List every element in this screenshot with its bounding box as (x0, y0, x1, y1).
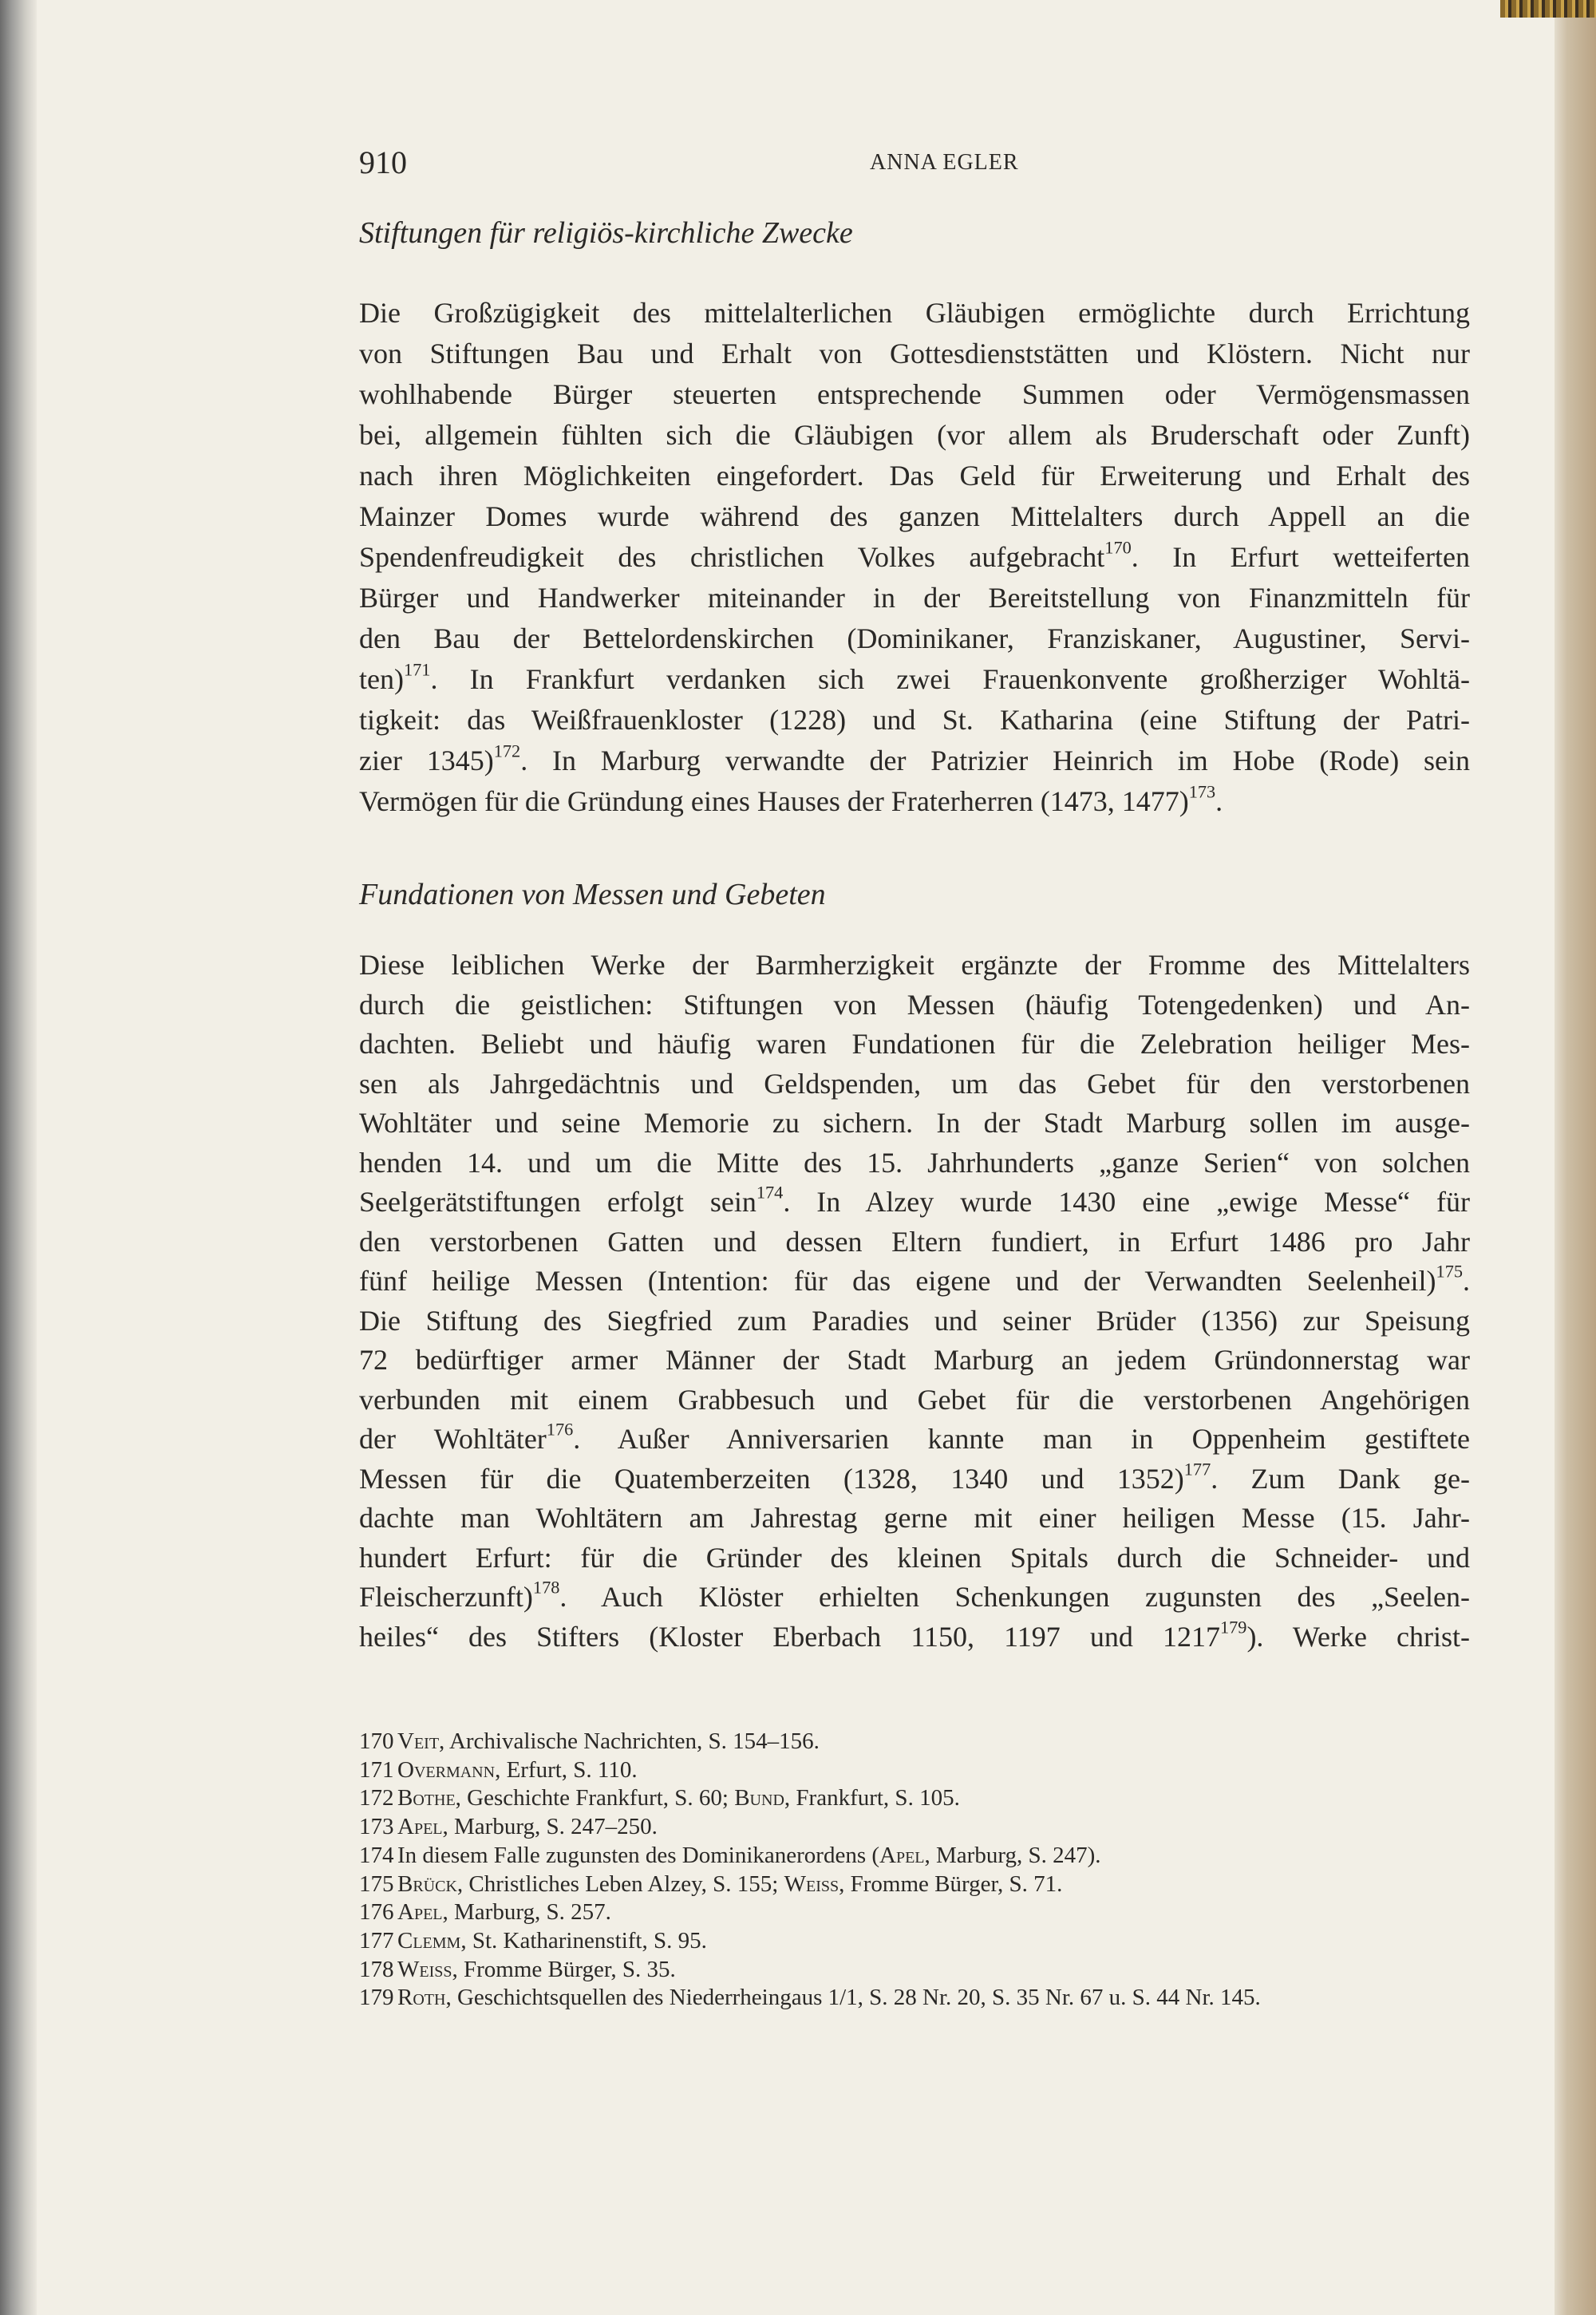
paragraph (359, 946, 1470, 1657)
footnote-reference: 173 (1188, 781, 1216, 802)
text-run: zier 1345) (359, 745, 494, 776)
text-line (359, 1183, 1470, 1223)
footnote-number: 171 (359, 1756, 394, 1783)
text-run: , Marburg, S. 257. (442, 1899, 611, 1926)
footnotes (359, 1728, 1492, 2013)
text-line (359, 1223, 1470, 1262)
section-heading: Fundationen von Messen und Gebeten (359, 878, 826, 911)
text-line (359, 496, 1470, 537)
text-run: Die Großzügigkeit des mittelalterlichen Gläubigen ermöglichte durch Errichtung (359, 297, 1470, 329)
text-run: . In Marburg verwandte der Patrizier Heinrich im Hobe (Rode) sein (520, 745, 1470, 776)
text-run: , Christliches Leben Alzey, S. 155; (456, 1871, 784, 1897)
text-run: Spendenfreudigkeit des christlichen Volkes aufgebracht (359, 541, 1105, 573)
text-line (359, 1618, 1470, 1657)
text-run: . In Alzey wurde 1430 eine „ewige Messe“ für (783, 1186, 1470, 1218)
author-name: Brück (397, 1871, 457, 1897)
text-run: Vermögen für die Gründung eines Hauses der Fraterherren (1473, 1477) (359, 785, 1189, 817)
text-run: Wohltäter und seine Memorie zu sichern. In der Stadt Marburg sollen im ausge- (359, 1107, 1470, 1139)
text-line (359, 1025, 1470, 1065)
running-header-author: ANNA EGLER (870, 150, 1019, 175)
text-run: hundert Erfurt: für die Gründer des kleinen Spitals durch die Schneider- und (359, 1541, 1470, 1574)
footnote (359, 1842, 1492, 1871)
text-run: den Bau der Bettelordenskirchen (Dominikaner, Franziskaner, Augustiner, Servi- (359, 622, 1470, 654)
footnote-reference: 179 (1219, 1616, 1247, 1637)
author-name: Weiss (397, 1956, 452, 1982)
text-run: dachten. Beliebt und häufig waren Fundationen für die Zelebration heiliger Mes- (359, 1028, 1470, 1060)
text-line (359, 1539, 1470, 1578)
text-line (359, 578, 1470, 618)
footnote-number: 178 (359, 1956, 394, 1982)
text-line (359, 293, 1470, 334)
author-name: Apel (879, 1842, 925, 1868)
text-run: , Geschichte Frankfurt, S. 60; (455, 1785, 735, 1811)
footnote-number: 175 (359, 1871, 394, 1897)
text-line (359, 456, 1470, 496)
footnote (359, 1784, 1492, 1813)
text-line (359, 1065, 1470, 1104)
text-line (359, 334, 1470, 374)
text-run: . In Erfurt wetteiferten (1131, 541, 1471, 573)
footnote-number: 177 (359, 1927, 394, 1954)
text-line (359, 374, 1470, 415)
footnote-reference: 172 (493, 741, 521, 761)
text-run: Seelgerätstiftungen erfolgt sein (359, 1186, 757, 1218)
author-name: Overmann (397, 1756, 496, 1783)
text-run: . Zum Dank ge- (1211, 1462, 1470, 1495)
text-line (359, 986, 1470, 1025)
footnote (359, 1728, 1492, 1756)
text-run: henden 14. und um die Mitte des 15. Jahrhunderts „ganze Serien“ von solchen (359, 1146, 1470, 1179)
book-binding-shadow (0, 0, 37, 2315)
text-run: Diese leiblichen Werke der Barmherzigkeit ergänzte der Fromme des Mittelalters (359, 949, 1470, 981)
footnote (359, 1871, 1492, 1899)
text-run: , Geschichtsquellen des Niederrheingaus 1/1, S. 28 Nr. 20, S. 35 Nr. 67 u. S. 44 Nr. 145. (445, 1985, 1261, 2011)
text-run: , Fromme Bürger, S. 35. (452, 1956, 676, 1982)
author-name: Veit (397, 1728, 440, 1754)
text-line (359, 700, 1470, 741)
text-line (359, 1578, 1470, 1618)
text-run: Die Stiftung des Siegfried zum Paradies und seiner Brüder (1356) zur Speisung (359, 1304, 1470, 1337)
text-run: , Fromme Bürger, S. 71. (839, 1871, 1063, 1897)
text-run: der Wohltäter (359, 1423, 547, 1455)
text-line (359, 1460, 1470, 1499)
text-line (359, 1144, 1470, 1183)
text-run: In diesem Falle zugunsten des Dominikanerordens ( (397, 1842, 880, 1868)
text-run: bei, allgemein fühlten sich die Gläubigen (vor allem als Bruderschaft oder Zunft) (359, 419, 1470, 451)
text-line (359, 1381, 1470, 1420)
text-run: 72 bedürftiger armer Männer der Stadt Marburg an jedem Gründonnerstag war (359, 1344, 1470, 1376)
text-run: ). Werke christ- (1246, 1620, 1470, 1653)
running-header (359, 144, 1472, 184)
paragraph (359, 293, 1470, 822)
footnote (359, 1956, 1492, 1985)
text-line (359, 1420, 1470, 1460)
text-line (359, 415, 1470, 456)
footnote (359, 1898, 1492, 1927)
author-name: Apel (397, 1814, 443, 1840)
text-line (359, 537, 1470, 578)
text-line (359, 1262, 1470, 1302)
text-run: , St. Katharinenstift, S. 95. (460, 1927, 707, 1954)
footnote (359, 1756, 1492, 1785)
text-run: , Archivalische Nachrichten, S. 154–156. (439, 1728, 820, 1754)
text-run: Messen für die Quatemberzeiten (1328, 1340 und 1352) (359, 1462, 1184, 1495)
color-calibration-strip (1500, 0, 1596, 18)
footnote-number: 176 (359, 1899, 394, 1926)
text-run: dachte man Wohltätern am Jahrestag gerne mit einer heiligen Messe (15. Jahr- (359, 1502, 1470, 1534)
footnote (359, 1927, 1492, 1956)
footnote-reference: 175 (1436, 1261, 1463, 1282)
footnote-number: 172 (359, 1785, 394, 1811)
footnote-number: 173 (359, 1814, 394, 1840)
text-run: Fleischerzunft) (359, 1581, 533, 1613)
text-run: Mainzer Domes wurde während des ganzen Mittelalters durch Appell an die (359, 500, 1470, 532)
footnote-reference: 170 (1104, 537, 1132, 558)
text-line (359, 781, 1470, 822)
footnote-reference: 178 (532, 1577, 560, 1598)
page-stack-edge (1555, 0, 1596, 2315)
text-line (359, 1302, 1470, 1341)
text-run: , Marburg, S. 247–250. (442, 1814, 658, 1840)
text-run: wohlhabende Bürger steuerten entsprechende Summen oder Vermögensmassen (359, 378, 1470, 410)
footnote (359, 1813, 1492, 1842)
author-name: Apel (397, 1899, 443, 1926)
text-run: ten) (359, 663, 404, 695)
text-line (359, 946, 1470, 986)
footnote (359, 1984, 1492, 2013)
text-run: nach ihren Möglichkeiten eingefordert. Das Geld für Erweiterung und Erhalt des (359, 460, 1470, 492)
text-line (359, 1104, 1470, 1144)
text-line (359, 1341, 1470, 1381)
footnote-number: 179 (359, 1985, 394, 2011)
text-run: den verstorbenen Gatten und dessen Eltern fundiert, in Erfurt 1486 pro Jahr (359, 1225, 1470, 1258)
text-run: Bürger und Handwerker miteinander in der Bereitstellung von Finanzmitteln für (359, 582, 1470, 614)
text-run: . (1463, 1265, 1470, 1297)
footnote-reference: 176 (546, 1419, 574, 1440)
footnote-number: 170 (359, 1728, 394, 1754)
text-line (359, 659, 1470, 700)
author-name: Bothe (397, 1785, 456, 1811)
text-run: tigkeit: das Weißfrauenkloster (1228) und St. Katharina (eine Stiftung der Patri- (359, 704, 1470, 736)
footnote-reference: 171 (403, 659, 431, 680)
text-run: von Stiftungen Bau und Erhalt von Gottesdienststätten und Klöstern. Nicht nur (359, 338, 1470, 369)
text-run: . Auch Klöster erhielten Schenkungen zugunsten des „Seelen- (559, 1581, 1470, 1613)
text-run: . Außer Anniversarien kannte man in Oppenheim gestiftete (573, 1423, 1470, 1455)
author-name: Weiss (784, 1871, 839, 1897)
text-run: durch die geistlichen: Stiftungen von Messen (häufig Totengedenken) und An- (359, 988, 1470, 1021)
footnote-reference: 174 (756, 1182, 784, 1203)
text-line (359, 741, 1470, 781)
text-run: verbunden mit einem Grabbesuch und Gebet für die verstorbenen Angehörigen (359, 1383, 1470, 1416)
text-run: . In Frankfurt verdanken sich zwei Frauenkonvente großherziger Wohltä- (430, 663, 1470, 695)
text-run: , Erfurt, S. 110. (495, 1756, 638, 1783)
text-run: , Frankfurt, S. 105. (784, 1785, 960, 1811)
text-line (359, 618, 1470, 659)
text-run: sen als Jahrgedächtnis und Geldspenden, um das Gebet für den verstorbenen (359, 1067, 1470, 1100)
author-name: Bund (734, 1785, 784, 1811)
footnote-number: 174 (359, 1842, 394, 1868)
author-name: Clemm (397, 1927, 461, 1954)
text-run: , Marburg, S. 247). (924, 1842, 1101, 1868)
footnote-reference: 177 (1183, 1458, 1211, 1479)
text-run: fünf heilige Messen (Intention: für das eigene und der Verwandten Seelenheil) (359, 1265, 1436, 1297)
text-run: heiles“ des Stifters (Kloster Eberbach 1150, 1197 und 1217 (359, 1620, 1220, 1653)
text-line (359, 1499, 1470, 1539)
section-heading: Stiftungen für religiös-kirchliche Zwecke (359, 216, 853, 250)
text-run: . (1215, 785, 1223, 817)
page-number: 910 (359, 144, 407, 180)
author-name: Roth (397, 1985, 446, 2011)
